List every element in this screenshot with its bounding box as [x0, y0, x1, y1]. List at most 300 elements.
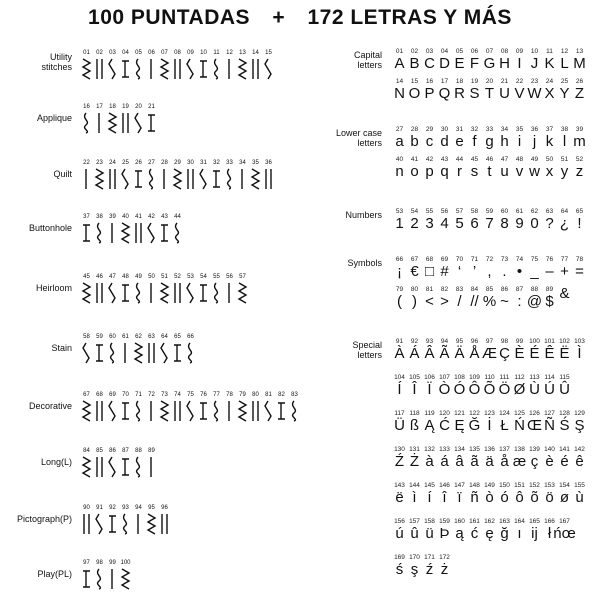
- stitch-item[interactable]: [184, 392, 197, 423]
- stitch-item[interactable]: [145, 104, 158, 135]
- glyph-item[interactable]: [527, 256, 542, 280]
- glyph-item[interactable]: [512, 48, 527, 72]
- glyph-item[interactable]: [407, 126, 422, 150]
- stitch-item[interactable]: [132, 505, 145, 536]
- glyph-item[interactable]: [437, 48, 452, 72]
- stitch-item[interactable]: [158, 160, 171, 191]
- glyph-item[interactable]: [527, 156, 542, 180]
- glyph-item[interactable]: [482, 482, 497, 506]
- stitch-item[interactable]: [158, 274, 171, 305]
- stitch-category-label: Heirloom: [35, 283, 72, 293]
- stitch-number: 36: [265, 160, 272, 166]
- stitch-item[interactable]: [106, 274, 119, 305]
- glyph-item[interactable]: [437, 156, 452, 180]
- stitch-item[interactable]: [80, 160, 93, 191]
- stitch-item[interactable]: [171, 392, 184, 423]
- stitch-item[interactable]: [158, 50, 171, 81]
- glyph-item[interactable]: [422, 286, 437, 310]
- stitch-item[interactable]: [106, 392, 119, 423]
- glyph-item[interactable]: [542, 156, 557, 180]
- glyph-item[interactable]: [467, 208, 482, 232]
- stitch-item[interactable]: [80, 334, 93, 365]
- glyph-item[interactable]: [527, 208, 542, 232]
- glyph-item[interactable]: [392, 446, 407, 470]
- stitch-item[interactable]: [119, 214, 132, 245]
- glyph-item[interactable]: [542, 78, 557, 102]
- glyph-item[interactable]: [527, 482, 542, 506]
- glyph-item[interactable]: [407, 482, 422, 506]
- glyph-item[interactable]: [467, 374, 482, 398]
- glyph-item[interactable]: [553, 518, 576, 542]
- stitch-pattern-icon: [94, 512, 105, 536]
- glyph-item[interactable]: [452, 286, 467, 310]
- stitch-item[interactable]: [93, 274, 106, 305]
- glyph-item[interactable]: [422, 338, 437, 362]
- glyph-item[interactable]: [407, 410, 422, 434]
- glyph-item[interactable]: [452, 126, 467, 150]
- stitch-item[interactable]: [119, 448, 132, 479]
- glyph-item[interactable]: [527, 446, 542, 470]
- glyph-item[interactable]: [542, 48, 557, 72]
- glyph-item[interactable]: [512, 156, 527, 180]
- glyph-item[interactable]: [467, 256, 482, 280]
- glyph-item[interactable]: [407, 78, 422, 102]
- stitch-item[interactable]: [249, 392, 262, 423]
- glyph-item[interactable]: [512, 126, 527, 150]
- glyph-item[interactable]: [437, 518, 452, 542]
- glyph-item[interactable]: [422, 156, 437, 180]
- stitch-item[interactable]: [119, 160, 132, 191]
- glyph-item[interactable]: [392, 410, 407, 434]
- glyph-item[interactable]: [407, 156, 422, 180]
- glyph-item[interactable]: [452, 518, 467, 542]
- glyph-item[interactable]: [512, 208, 527, 232]
- glyph-item[interactable]: [482, 78, 497, 102]
- glyph-item[interactable]: [467, 446, 482, 470]
- glyph-item[interactable]: [437, 482, 452, 506]
- glyph-item[interactable]: [392, 78, 407, 102]
- glyph-item[interactable]: [497, 518, 512, 542]
- glyph-item[interactable]: [407, 374, 422, 398]
- glyph-item[interactable]: [437, 410, 452, 434]
- stitch-item[interactable]: [145, 334, 158, 365]
- glyph-item[interactable]: [572, 48, 587, 72]
- glyph-item[interactable]: [512, 410, 527, 434]
- stitch-item[interactable]: [119, 505, 132, 536]
- glyph-item[interactable]: [497, 256, 512, 280]
- stitch-item[interactable]: [106, 160, 119, 191]
- glyph-item[interactable]: [512, 286, 527, 310]
- glyph-item[interactable]: [497, 338, 512, 362]
- stitch-item[interactable]: [145, 448, 158, 479]
- glyph-item[interactable]: [542, 208, 557, 232]
- stitch-item[interactable]: [197, 274, 210, 305]
- glyph-item[interactable]: [467, 156, 482, 180]
- glyph-item[interactable]: [392, 208, 407, 232]
- stitch-item[interactable]: [158, 392, 171, 423]
- glyph-item[interactable]: [572, 446, 587, 470]
- glyph-item[interactable]: [482, 410, 497, 434]
- stitch-item[interactable]: [275, 392, 288, 423]
- glyph-item[interactable]: [467, 518, 482, 542]
- glyph-item[interactable]: [452, 48, 467, 72]
- stitch-item[interactable]: [80, 214, 93, 245]
- glyph-item[interactable]: [422, 78, 437, 102]
- stitch-item[interactable]: [80, 104, 93, 135]
- glyph-item[interactable]: [572, 482, 587, 506]
- stitch-item[interactable]: [106, 334, 119, 365]
- stitch-item[interactable]: [171, 334, 184, 365]
- stitch-item[interactable]: [93, 392, 106, 423]
- glyph-item[interactable]: [467, 338, 482, 362]
- glyph-item[interactable]: [527, 48, 542, 72]
- stitch-item[interactable]: [145, 505, 158, 536]
- glyph-item[interactable]: [497, 374, 512, 398]
- glyph-item[interactable]: [572, 126, 587, 150]
- stitch-item[interactable]: [197, 392, 210, 423]
- stitch-item[interactable]: [106, 448, 119, 479]
- glyph-item[interactable]: [452, 78, 467, 102]
- stitch-item[interactable]: [106, 505, 119, 536]
- glyph-item[interactable]: [512, 338, 527, 362]
- stitch-item[interactable]: [210, 160, 223, 191]
- stitch-item[interactable]: [106, 214, 119, 245]
- stitch-item[interactable]: [184, 274, 197, 305]
- glyph-item[interactable]: [407, 208, 422, 232]
- stitch-item[interactable]: [80, 448, 93, 479]
- glyph: H: [499, 55, 510, 72]
- glyph-item[interactable]: [557, 126, 572, 150]
- glyph-item[interactable]: [467, 126, 482, 150]
- stitch-item[interactable]: [262, 50, 275, 81]
- glyph-item[interactable]: [437, 126, 452, 150]
- stitch-item[interactable]: [145, 392, 158, 423]
- stitch-item[interactable]: [197, 50, 210, 81]
- glyph: h: [500, 133, 509, 150]
- glyph-item[interactable]: [497, 208, 512, 232]
- glyph-item[interactable]: [407, 554, 422, 578]
- glyph-item[interactable]: [572, 78, 587, 102]
- glyph-item[interactable]: [467, 78, 482, 102]
- stitch-item[interactable]: [210, 392, 223, 423]
- glyph: I: [517, 55, 522, 72]
- glyph: ć: [470, 525, 479, 542]
- glyph-item[interactable]: [497, 156, 512, 180]
- stitch-item[interactable]: [210, 274, 223, 305]
- stitch-item[interactable]: [236, 392, 249, 423]
- glyph-item[interactable]: [527, 410, 542, 434]
- stitch-item[interactable]: [93, 160, 106, 191]
- glyph-item[interactable]: [482, 126, 497, 150]
- glyph-item[interactable]: [482, 256, 497, 280]
- stitch-item[interactable]: [106, 50, 119, 81]
- stitch-item[interactable]: [106, 104, 119, 135]
- glyph-item[interactable]: [512, 256, 527, 280]
- glyph-item[interactable]: [542, 410, 557, 434]
- glyph-item[interactable]: [452, 256, 467, 280]
- stitch-number: 37: [83, 214, 90, 220]
- glyph-item[interactable]: [527, 286, 542, 310]
- stitch-item[interactable]: [158, 214, 171, 245]
- glyph-item[interactable]: [572, 410, 587, 434]
- stitch-item[interactable]: [93, 104, 106, 135]
- glyph-item[interactable]: [557, 208, 572, 232]
- stitch-item[interactable]: [171, 50, 184, 81]
- glyph-item[interactable]: [482, 48, 497, 72]
- glyph-item[interactable]: [557, 410, 572, 434]
- glyph-item[interactable]: [407, 256, 422, 280]
- stitch-item[interactable]: [132, 392, 145, 423]
- glyph-item[interactable]: [497, 446, 512, 470]
- glyph-item[interactable]: [422, 374, 437, 398]
- glyph-item[interactable]: [497, 48, 512, 72]
- glyph-item[interactable]: [467, 48, 482, 72]
- glyph-item[interactable]: [437, 338, 452, 362]
- glyph-item[interactable]: [437, 256, 452, 280]
- glyph-item[interactable]: [557, 156, 572, 180]
- glyph-item[interactable]: [512, 78, 527, 102]
- stitch-block: [80, 104, 158, 135]
- stitch-item[interactable]: [171, 214, 184, 245]
- glyph-item[interactable]: [452, 208, 467, 232]
- stitch-item[interactable]: [132, 334, 145, 365]
- glyph: l: [562, 133, 567, 150]
- glyph-item[interactable]: [422, 482, 437, 506]
- glyph-item[interactable]: [407, 286, 422, 310]
- stitch-item[interactable]: [145, 214, 158, 245]
- glyph-item[interactable]: [527, 338, 542, 362]
- stitch-item[interactable]: [158, 334, 171, 365]
- glyph-item[interactable]: [527, 374, 542, 398]
- stitch-item[interactable]: [132, 50, 145, 81]
- stitch-item[interactable]: [93, 505, 106, 536]
- glyph-item[interactable]: [482, 338, 497, 362]
- stitch-item[interactable]: [145, 50, 158, 81]
- glyph-item[interactable]: [512, 374, 527, 398]
- stitch-item[interactable]: [197, 160, 210, 191]
- stitch-item[interactable]: [223, 274, 236, 305]
- glyph-item[interactable]: [482, 156, 497, 180]
- glyph-item[interactable]: [497, 126, 512, 150]
- glyph-number: 66: [395, 256, 404, 263]
- stitch-item[interactable]: [288, 392, 301, 423]
- glyph-item[interactable]: [437, 374, 452, 398]
- glyph-item[interactable]: [392, 518, 407, 542]
- stitch-pattern-icon: [107, 57, 118, 81]
- stitch-item[interactable]: [184, 334, 197, 365]
- glyph-item[interactable]: [467, 410, 482, 434]
- glyph-item[interactable]: [437, 554, 452, 578]
- glyph-item[interactable]: [452, 156, 467, 180]
- stitch-number: 97: [83, 560, 90, 566]
- glyph-item[interactable]: [542, 256, 557, 280]
- stitch-item[interactable]: [132, 160, 145, 191]
- glyph-item[interactable]: [422, 410, 437, 434]
- glyph-item[interactable]: [557, 446, 572, 470]
- stitch-number: 29: [174, 160, 181, 166]
- stitch-number: 89: [148, 448, 155, 454]
- stitch-item[interactable]: [119, 50, 132, 81]
- stitch-item[interactable]: [80, 392, 93, 423]
- glyph-item[interactable]: [452, 482, 467, 506]
- glyph-item[interactable]: [482, 208, 497, 232]
- glyph-item[interactable]: [437, 286, 452, 310]
- glyph-item[interactable]: [572, 338, 587, 362]
- glyph-item[interactable]: [437, 208, 452, 232]
- glyph-item[interactable]: [527, 518, 542, 542]
- glyph-item[interactable]: [452, 338, 467, 362]
- glyph-item[interactable]: [557, 256, 572, 280]
- glyph-item[interactable]: [392, 338, 407, 362]
- glyph-row: [392, 554, 452, 578]
- glyph-item[interactable]: [392, 374, 407, 398]
- glyph-item[interactable]: [482, 286, 497, 310]
- stitch-item[interactable]: [184, 50, 197, 81]
- glyph-item[interactable]: [482, 374, 497, 398]
- stitch-item[interactable]: [145, 274, 158, 305]
- glyph-item[interactable]: [482, 518, 497, 542]
- glyph-item[interactable]: [407, 48, 422, 72]
- glyph-item[interactable]: [497, 286, 512, 310]
- glyph-item[interactable]: [422, 208, 437, 232]
- glyph-item[interactable]: [572, 208, 587, 232]
- glyph-item[interactable]: [407, 338, 422, 362]
- glyph-item[interactable]: [542, 446, 557, 470]
- glyph-item[interactable]: [467, 482, 482, 506]
- glyph-item[interactable]: [392, 48, 407, 72]
- glyph: r: [457, 163, 462, 180]
- stitch-item[interactable]: [80, 505, 93, 536]
- stitch-item[interactable]: [132, 274, 145, 305]
- glyph-item[interactable]: [392, 126, 407, 150]
- glyph-item[interactable]: [572, 156, 587, 180]
- glyph-item[interactable]: [497, 482, 512, 506]
- stitch-item[interactable]: [132, 448, 145, 479]
- stitch-item[interactable]: [93, 50, 106, 81]
- glyph-item[interactable]: [572, 256, 587, 280]
- stitch-item[interactable]: [249, 50, 262, 81]
- stitch-item[interactable]: [119, 274, 132, 305]
- stitch-item[interactable]: [93, 334, 106, 365]
- glyph-item[interactable]: [557, 48, 572, 72]
- stitch-pattern-icon: [133, 57, 144, 81]
- glyph-item[interactable]: [512, 518, 527, 542]
- glyph-item[interactable]: [512, 482, 527, 506]
- glyph: Ź: [394, 453, 405, 470]
- stitch-item[interactable]: [119, 560, 132, 591]
- glyph-item[interactable]: [452, 446, 467, 470]
- stitch-item[interactable]: [158, 505, 171, 536]
- stitch-item[interactable]: [119, 392, 132, 423]
- stitch-item[interactable]: [119, 104, 132, 135]
- stitch-item[interactable]: [80, 50, 93, 81]
- glyph-item[interactable]: [542, 286, 557, 310]
- stitch-item[interactable]: [184, 160, 197, 191]
- stitch-item[interactable]: [106, 560, 119, 591]
- glyph-item[interactable]: [422, 446, 437, 470]
- stitch-item[interactable]: [80, 274, 93, 305]
- glyph-item[interactable]: [422, 126, 437, 150]
- glyph-item[interactable]: [557, 78, 572, 102]
- glyph-item[interactable]: [527, 78, 542, 102]
- glyph-item[interactable]: [407, 446, 422, 470]
- glyph-item[interactable]: [542, 374, 557, 398]
- stitch-item[interactable]: [249, 160, 262, 191]
- glyph-item[interactable]: [542, 338, 557, 362]
- glyph-item[interactable]: [407, 518, 422, 542]
- stitch-item[interactable]: [132, 104, 145, 135]
- glyph-item[interactable]: [422, 48, 437, 72]
- glyph-number: 115: [559, 374, 570, 381]
- glyph-item[interactable]: [527, 126, 542, 150]
- stitch-item[interactable]: [223, 160, 236, 191]
- glyph-item[interactable]: [392, 286, 407, 310]
- stitch-item[interactable]: [262, 392, 275, 423]
- stitch-number: 93: [122, 505, 129, 511]
- stitch-item[interactable]: [93, 214, 106, 245]
- glyph-number: 153: [544, 482, 555, 489]
- stitch-item[interactable]: [223, 392, 236, 423]
- glyph-number: 41: [410, 156, 419, 163]
- glyph-item[interactable]: [482, 446, 497, 470]
- glyph-number: 31: [455, 126, 464, 133]
- glyph-item[interactable]: [467, 286, 482, 310]
- stitch-item[interactable]: [236, 160, 249, 191]
- glyph-item[interactable]: [557, 482, 572, 506]
- glyph-item[interactable]: [422, 256, 437, 280]
- glyph-item[interactable]: [557, 338, 572, 362]
- stitch-item[interactable]: [236, 274, 249, 305]
- glyph-item[interactable]: [452, 410, 467, 434]
- glyph-item[interactable]: [497, 410, 512, 434]
- stitch-item[interactable]: [80, 560, 93, 591]
- stitch-item[interactable]: [132, 214, 145, 245]
- stitch-item[interactable]: [223, 50, 236, 81]
- stitch-item[interactable]: [119, 334, 132, 365]
- stitch-item[interactable]: [93, 560, 106, 591]
- glyph-item[interactable]: [437, 446, 452, 470]
- glyph-item[interactable]: [557, 286, 572, 310]
- stitch-pattern-icon: [263, 399, 274, 423]
- stitch-item[interactable]: [93, 448, 106, 479]
- stitch-item[interactable]: [171, 274, 184, 305]
- glyph: g: [485, 133, 494, 150]
- glyph-item[interactable]: [557, 374, 572, 398]
- stitch-item[interactable]: [262, 160, 275, 191]
- glyph: G: [483, 55, 496, 72]
- glyph-item[interactable]: [542, 482, 557, 506]
- stitch-pattern-icon: [224, 399, 235, 423]
- glyph-item[interactable]: [422, 554, 437, 578]
- glyph-item[interactable]: [497, 78, 512, 102]
- glyph-item[interactable]: [452, 374, 467, 398]
- glyph-number: 112: [514, 374, 525, 381]
- glyph-item[interactable]: [422, 518, 437, 542]
- stitch-pattern-icon: [94, 221, 105, 245]
- glyph-item[interactable]: [437, 78, 452, 102]
- glyph-item[interactable]: [392, 156, 407, 180]
- glyph-item[interactable]: [392, 554, 407, 578]
- glyph-item[interactable]: [392, 256, 407, 280]
- stitch-item[interactable]: [210, 50, 223, 81]
- stitch-item[interactable]: [171, 160, 184, 191]
- stitch-item[interactable]: [236, 50, 249, 81]
- glyph-item[interactable]: [542, 126, 557, 150]
- stitch-number: 07: [161, 50, 168, 56]
- stitch-item[interactable]: [145, 160, 158, 191]
- glyph-item[interactable]: [392, 482, 407, 506]
- glyph-item[interactable]: [512, 446, 527, 470]
